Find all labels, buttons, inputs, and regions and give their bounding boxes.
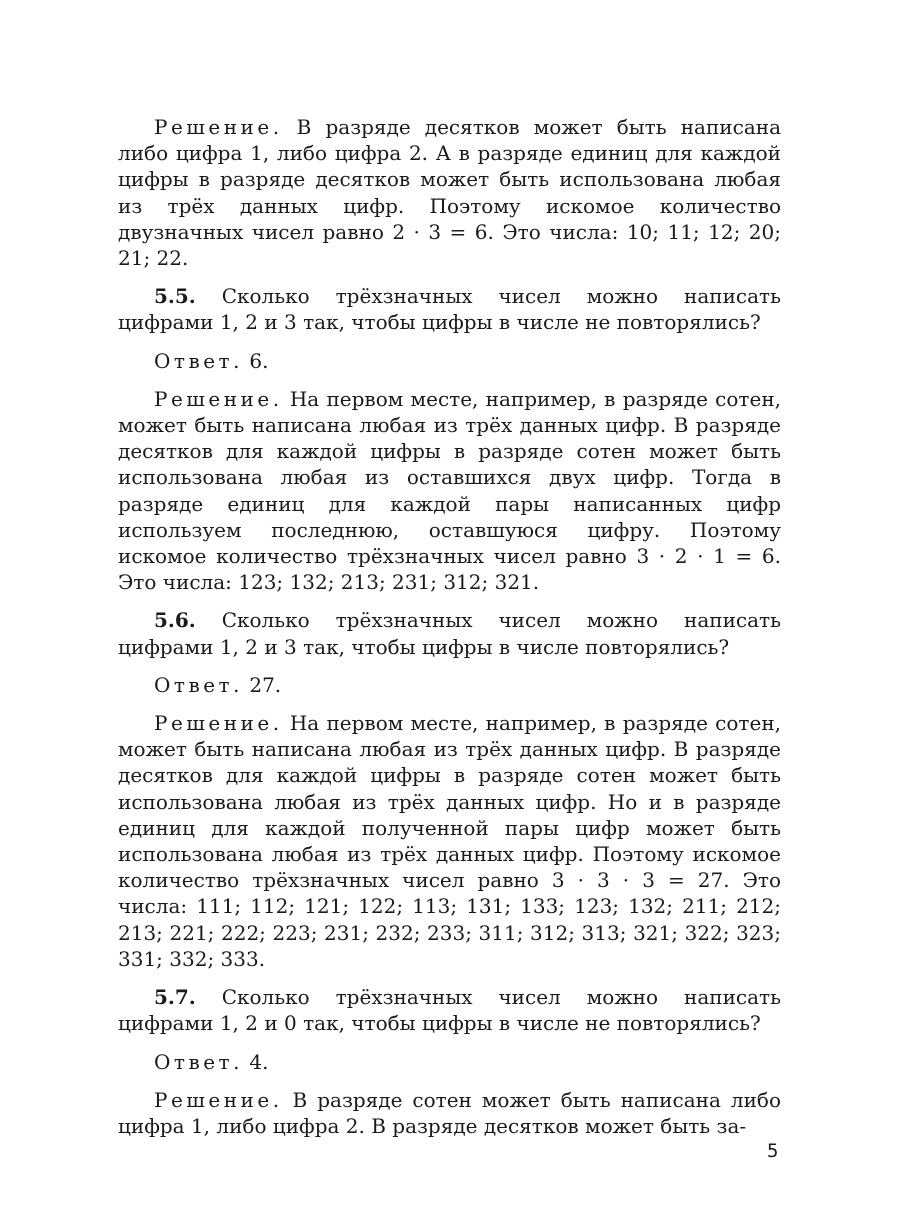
- answer-label: Ответ.: [154, 672, 243, 697]
- answer-paragraph: [118, 1049, 781, 1075]
- solution-paragraph: [118, 114, 781, 271]
- page-body: [118, 114, 781, 1151]
- problem-text: Сколько трёхзначных чисел можно написать цифрами 1, 2 и 3 так, чтобы цифры в числе не повторялись?: [118, 284, 781, 335]
- problem-number: 5.7.: [154, 985, 196, 1010]
- page-number: 5: [767, 1140, 779, 1162]
- solution-paragraph: [118, 386, 781, 596]
- answer-text: 27.: [242, 672, 282, 697]
- solution-text: На первом месте, например, в разряде сотен, может быть написана любая из трёх данных цифр. В разряде десятков для каждой цифры в разряде сотен может быть использована любая из оставшихся двух цифр. Тогда в разряде единиц для каждой пары написанных цифр используем последнюю, оставшуюся цифру. Поэтому искомое количество трёхзначных чисел равно 3 · 2 · 1 = 6. Это числа: 123; 132; 213; 231; 312; 321.: [118, 386, 781, 595]
- problem-text: Сколько трёхзначных чисел можно написать цифрами 1, 2 и 0 так, чтобы цифры в числе не повторялись?: [118, 985, 781, 1036]
- solution-paragraph: [118, 1087, 781, 1139]
- solution-label: Решение.: [154, 711, 283, 736]
- problem-text: Сколько трёхзначных чисел можно написать цифрами 1, 2 и 3 так, чтобы цифры в числе повторялись?: [118, 608, 781, 659]
- problem-paragraph: [118, 984, 781, 1036]
- answer-paragraph: [118, 672, 781, 698]
- solution-text: В разряде десятков может быть написана либо цифра 1, либо цифра 2. А в разряде единиц для каждой цифры в разряде десятков может быть использована любая из трёх данных цифр. Поэтому искомое количество двузначных чисел равно 2 · 3 = 6. Это числа: 10; 11; 12; 20; 21; 22.: [118, 115, 781, 271]
- solution-text: В разряде сотен может быть написана либо цифра 1, либо цифра 2. В разряде десятков может быть за-: [118, 1087, 781, 1138]
- solution-label: Решение.: [154, 1087, 283, 1112]
- answer-paragraph: [118, 348, 781, 374]
- solution-label: Решение.: [154, 115, 283, 139]
- solution-paragraph: [118, 710, 781, 972]
- problem-paragraph: [118, 607, 781, 659]
- problem-number: 5.5.: [154, 284, 196, 309]
- answer-label: Ответ.: [154, 1049, 243, 1074]
- solution-text: На первом месте, например, в разряде сотен, может быть написана любая из трёх данных цифр. В разряде десятков для каждой цифры в разряде сотен может быть использована любая из трёх данных цифр. Но и в разряде единиц для каждой полученной пары цифр может быть использована любая из трёх данных цифр. Поэтому искомое количество трёхзначных чисел равно 3 · 3 · 3 = 27. Это числа: 111; 112; 121; 122; 113; 131; 133; 123; 132; 211; 212; 213; 221; 222; 223; 231; 232; 233; 311; 312; 313; 321; 322; 323; 331; 332; 333.: [118, 711, 781, 971]
- problem-number: 5.6.: [154, 608, 196, 633]
- problem-paragraph: [118, 283, 781, 335]
- answer-text: 6.: [242, 348, 269, 373]
- solution-label: Решение.: [154, 386, 283, 411]
- answer-text: 4.: [242, 1049, 269, 1074]
- answer-label: Ответ.: [154, 348, 243, 373]
